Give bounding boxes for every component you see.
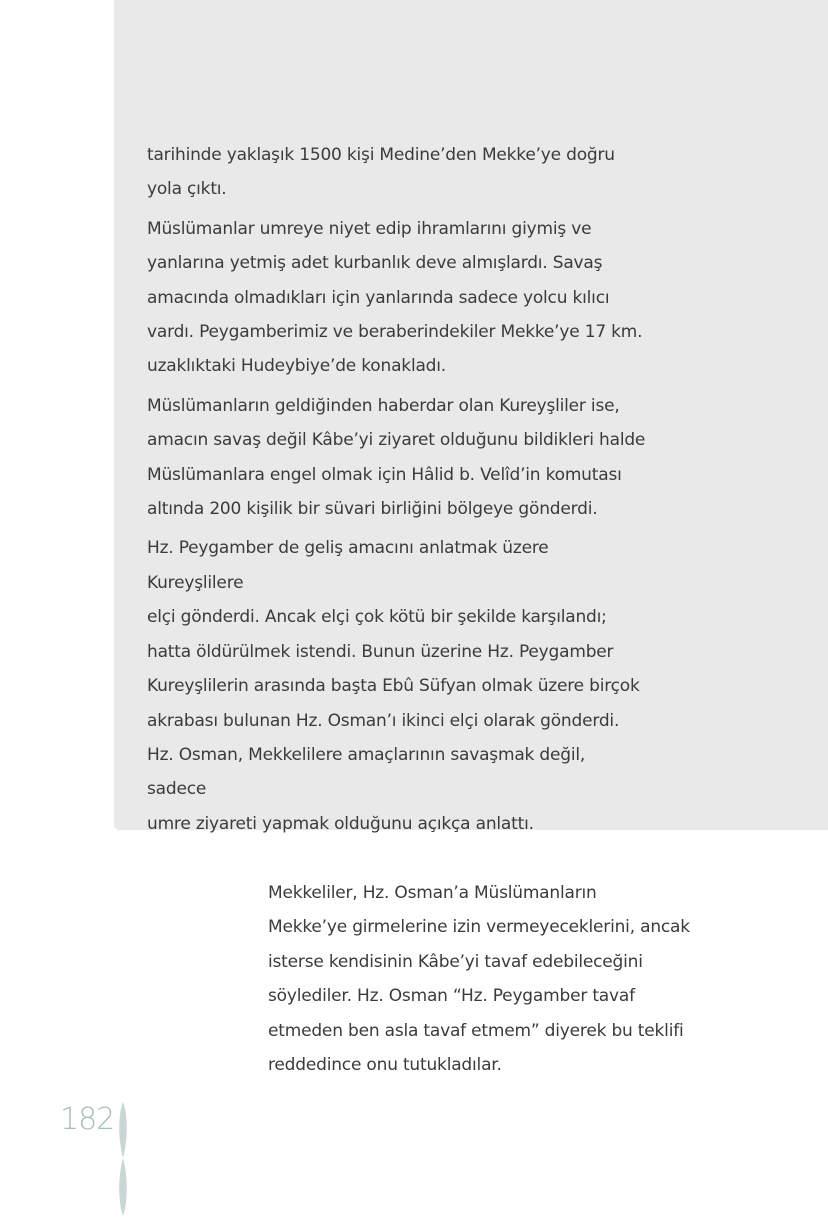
panel-paragraph-3: Müslümanların geldiğinden haberdar olan Kureyşliler ise, amacın savaş değil Kâbe’yi ziyaret olduğunu bildikleri halde Müslümanlara engel olmak için Hâlid b. Velîd’in komutası altında 200 kişilik bir süvari birliğini bölgeye gönderdi.	[147, 395, 646, 520]
panel-text-block	[147, 138, 647, 846]
panel-paragraph-2: Müslümanlar umreye niyet edip ihramlarını giymiş ve yanlarına yetmiş adet kurbanlık deve almışlardı. Savaş amacında olmadıkları için yanlarında sadece yolcu kılıcı vardı. Peygamberimiz ve beraberindekiler Mekke’ye 17 km. uzaklıktaki Hudeybiye’de konakladı.	[147, 218, 643, 377]
panel-paragraph-1: tarihinde yaklaşık 1500 kişi Medine’den Mekke’ye doğru yola çıktı.	[147, 145, 615, 200]
page-ornament-icon	[113, 1100, 133, 1217]
panel-paragraph-4: Hz. Peygamber de geliş amacını anlatmak üzere Kureyşlilere elçi gönderdi. Ancak elçi çok kötü bir şekilde karşılandı; hatta öldürülmek istendi. Bunun üzerine Hz. Peygamber Kureyşlilerin arasında başta Ebû Süfyan olmak üzere birçok akrabası bulunan Hz. Osman’ı ikinci elçi olarak gönderdi. Hz. Osman, Mekkelilere amaçlarının savaşmak değil, sadece umre ziyareti yapmak olduğunu açıkça anlattı.	[147, 538, 640, 834]
body-text-block	[268, 876, 708, 1082]
body-paragraph: Mekkeliler, Hz. Osman’a Müslümanların Mekke’ye girmelerine izin vermeyeceklerini, ancak isterse kendisinin Kâbe’yi tavaf edebileceğini söylediler. Hz. Osman “Hz. Peygamber tavaf etmeden ben asla tavaf etmem” diyerek bu teklifi reddedince onu tutukladılar.	[268, 883, 690, 1076]
page-number: 182	[60, 1102, 115, 1137]
